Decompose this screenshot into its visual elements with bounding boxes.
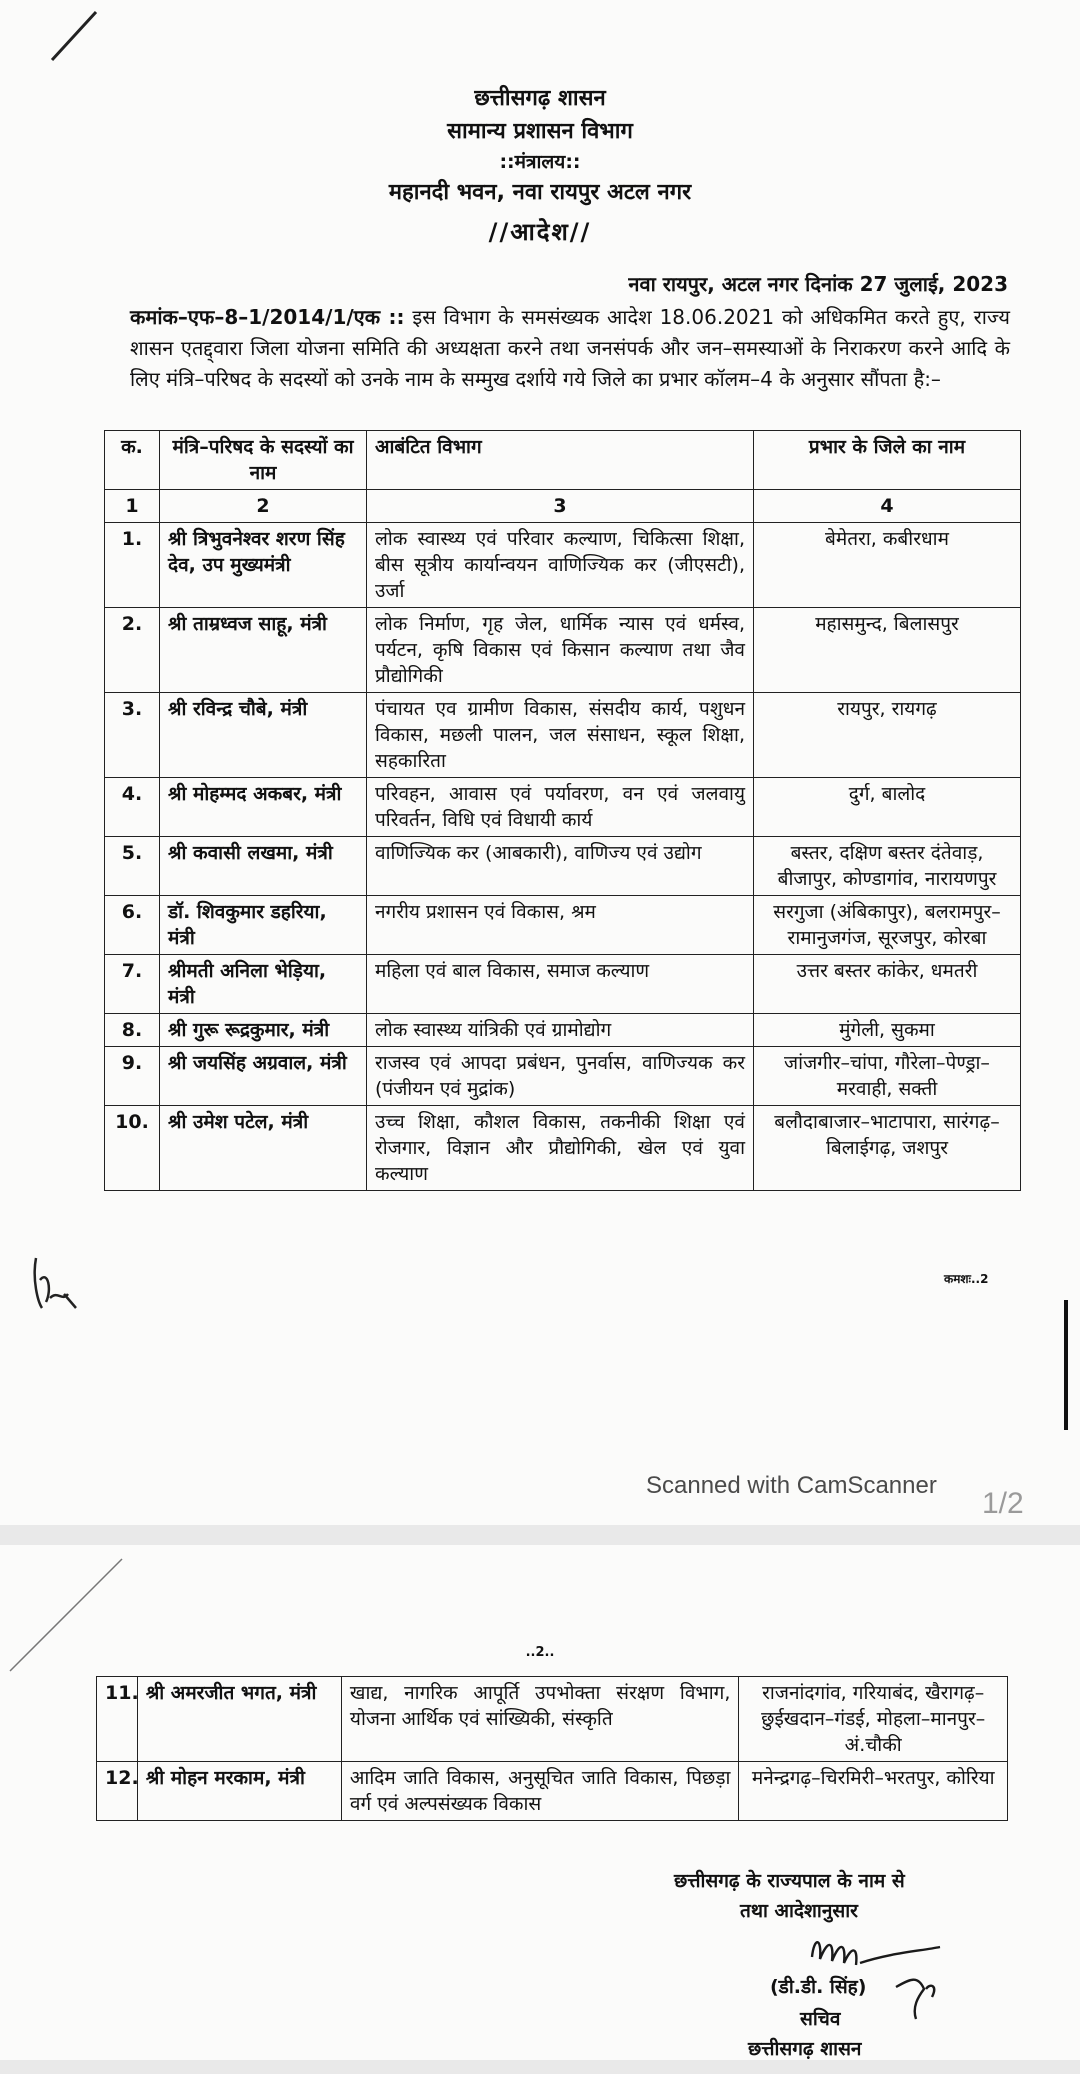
row-member-name: श्री जयसिंह अग्रवाल, मंत्री (160, 1047, 367, 1106)
signatory-designation: सचिव (800, 2008, 841, 2030)
table-row (105, 1106, 1021, 1191)
row-departments: महिला एवं बाल विकास, समाज कल्याण (367, 955, 754, 1014)
signature-line-2: तथा आदेशानुसार (740, 1900, 858, 1922)
allocation-table (104, 430, 1021, 1191)
table-header-row (105, 431, 1021, 490)
row-serial: 11. (97, 1677, 138, 1762)
row-member-name: श्री ताम्रध्वज साहू, मंत्री (160, 608, 367, 693)
row-districts: दुर्ग, बालोद (754, 778, 1021, 837)
header-serial: क. (105, 431, 160, 490)
order-number: कमांक–एफ–8–1/2014/1/एक :: (130, 305, 405, 329)
table-row (105, 837, 1021, 896)
order-text: इस विभाग के समसंख्यक आदेश 18.06.2021 को अधिकमित करते हुए, राज्य शासन एतद्द्वारा जिला योजना समिति की अध्यक्षता करने तथा जनसंपर्क और जन–समस्याओं के निराकरण करने आदि के लिए मंत्रि–परिषद के सदस्यों को उनके नाम के सम्मुख दर्शाये गये जिले का प्रभार कॉलम–4 के अनुसार सौंपता है:– (130, 305, 1011, 391)
signature-line-1: छत्तीसगढ़ के राज्यपाल के नाम से (674, 1870, 905, 1892)
row-serial: 10. (105, 1106, 160, 1191)
row-districts: रायपुर, रायगढ़ (754, 693, 1021, 778)
row-districts: बलौदाबाजार–भाटापारा, सारंगढ़–बिलाईगढ़, जशपुर (754, 1106, 1021, 1191)
ministry-label: ::मंत्रालय:: (499, 151, 581, 173)
table-row (105, 955, 1021, 1014)
row-departments: लोक स्वास्थ्य एवं परिवार कल्याण, चिकित्सा शिक्षा, बीस सूत्रीय कार्यान्वयन वाणिज्यिक कर (जीएसटी), उर्जा (367, 523, 754, 608)
row-serial: 6. (105, 896, 160, 955)
govt-name: छत्तीसगढ़ शासन (474, 86, 606, 111)
row-serial: 1. (105, 523, 160, 608)
row-districts: सरगुजा (अंबिकापुर), बलरामपुर–रामानुजगंज, सूरजपुर, कोरबा (754, 896, 1021, 955)
row-member-name: श्री अमरजीत भगत, मंत्री (137, 1677, 341, 1762)
page-indicator: 1/2 (982, 1487, 1024, 1520)
row-districts: मुंगेली, सुकमा (754, 1014, 1021, 1047)
row-departments: वाणिज्यिक कर (आबकारी), वाणिज्य एवं उद्योग (367, 837, 754, 896)
col-number: 4 (754, 490, 1021, 523)
table-row (105, 693, 1021, 778)
initials-signature (28, 1250, 88, 1320)
order-title: //आदेश// (488, 218, 592, 246)
table-row (105, 896, 1021, 955)
continued-note: कमशः..2 (944, 1272, 989, 1286)
row-member-name: श्री कवासी लखमा, मंत्री (160, 837, 367, 896)
row-serial: 5. (105, 837, 160, 896)
row-serial: 4. (105, 778, 160, 837)
row-departments: पंचायत एव ग्रामीण विकास, संसदीय कार्य, पशुधन विकास, मछली पालन, जल संसाधन, स्कूल शिक्षा, सहकारिता (367, 693, 754, 778)
col-number: 2 (160, 490, 367, 523)
row-departments: उच्च शिक्षा, कौशल विकास, तकनीकी शिक्षा एवं रोजगार, विज्ञान और प्रौद्योगिकी, खेल एवं युवा कल्याण (367, 1106, 754, 1191)
col-number: 3 (367, 490, 754, 523)
row-member-name: श्री गुरू रूद्रकुमार, मंत्री (160, 1014, 367, 1047)
order-dateline: नवा रायपुर, अटल नगर दिनांक 27 जुलाई, 2023 (628, 272, 1008, 296)
col-number: 1 (105, 490, 160, 523)
row-districts: महासमुन्द, बिलासपुर (754, 608, 1021, 693)
table-row (105, 608, 1021, 693)
table-row (105, 1014, 1021, 1047)
row-serial: 9. (105, 1047, 160, 1106)
row-departments: लोक स्वास्थ्य यांत्रिकी एवं ग्रामोद्योग (367, 1014, 754, 1047)
office-address: महानदी भवन, नवा रायपुर अटल नगर (388, 180, 692, 205)
row-member-name: श्री मोहन मरकाम, मंत्री (137, 1762, 341, 1821)
row-departments: लोक निर्माण, गृह जेल, धार्मिक न्यास एवं धर्मस्व, पर्यटन, कृषि विकास एवं किसान कल्याण तथा जैव प्रौद्योगिकी (367, 608, 754, 693)
table-row (97, 1762, 1008, 1821)
header-districts: प्रभार के जिले का नाम (754, 431, 1021, 490)
row-districts: राजनांदगांव, गरियाबंद, खैरागढ़–छुईखदान–गंडई, मोहला–मानपुर–अं.चौकी (739, 1677, 1008, 1762)
row-districts: उत्तर बस्तर कांकेर, धमतरी (754, 955, 1021, 1014)
row-departments: खाद्य, नागरिक आपूर्ति उपभोक्ता संरक्षण विभाग, योजना आर्थिक एवं सांख्यिकी, संस्कृति (341, 1677, 738, 1762)
order-paragraph (130, 302, 1010, 395)
table-row (105, 523, 1021, 608)
signatory-name: (डी.डी. सिंह) (770, 1976, 867, 1998)
row-serial: 7. (105, 955, 160, 1014)
allocation-table-continued (96, 1676, 1008, 1821)
row-departments: नगरीय प्रशासन एवं विकास, श्रम (367, 896, 754, 955)
row-member-name: श्रीमती अनिला भेड़िया, मंत्री (160, 955, 367, 1014)
row-member-name: श्री रविन्द्र चौबे, मंत्री (160, 693, 367, 778)
row-districts: मनेन्द्रगढ़–चिरमिरी–भरतपुर, कोरिया (739, 1762, 1008, 1821)
table-row (105, 778, 1021, 837)
department-name: सामान्य प्रशासन विभाग (447, 119, 633, 144)
row-serial: 8. (105, 1014, 160, 1047)
row-departments: परिवहन, आवास एवं पर्यावरण, वन एवं जलवायु परिवर्तन, विधि एवं विधायी कार्य (367, 778, 754, 837)
document-page-2 (0, 1545, 1080, 2060)
column-number-row (105, 490, 1021, 523)
row-districts: बस्तर, दक्षिण बस्तर दंतेवाड़, बीजापुर, कोण्डागांव, नारायणपुर (754, 837, 1021, 896)
row-serial: 12. (97, 1762, 138, 1821)
row-member-name: डॉ. शिवकुमार डहरिया, मंत्री (160, 896, 367, 955)
row-districts: बेमेतरा, कबीरधाम (754, 523, 1021, 608)
row-districts: जांजगीर–चांपा, गौरेला–पेण्ड्रा–मरवाही, सक्ती (754, 1047, 1021, 1106)
scanner-watermark: Scanned with CamScanner (646, 1472, 937, 1499)
table-row (105, 1047, 1021, 1106)
scan-edge-mark (1064, 1300, 1068, 1430)
header-departments: आबंटित विभाग (367, 431, 754, 490)
page-number: ..2.. (525, 1645, 555, 1660)
row-departments: आदिम जाति विकास, अनुसूचित जाति विकास, पिछड़ा वर्ग एवं अल्पसंख्यक विकास (341, 1762, 738, 1821)
row-member-name: श्री मोहम्मद अकबर, मंत्री (160, 778, 367, 837)
row-serial: 2. (105, 608, 160, 693)
row-member-name: श्री त्रिभुवनेश्वर शरण सिंह देव, उप मुख्यमंत्री (160, 523, 367, 608)
row-departments: राजस्व एवं आपदा प्रबंधन, पुनर्वास, वाणिज्यक कर (पंजीयन एवं मुद्रांक) (367, 1047, 754, 1106)
table-row (97, 1677, 1008, 1762)
header-member-name: मंत्रि–परिषद के सदस्यों का नाम (160, 431, 367, 490)
signatory-office: छत्तीसगढ़ शासन (748, 2038, 862, 2060)
row-member-name: श्री उमेश पटेल, मंत्री (160, 1106, 367, 1191)
row-serial: 3. (105, 693, 160, 778)
pen-stroke-mark (44, 8, 104, 64)
